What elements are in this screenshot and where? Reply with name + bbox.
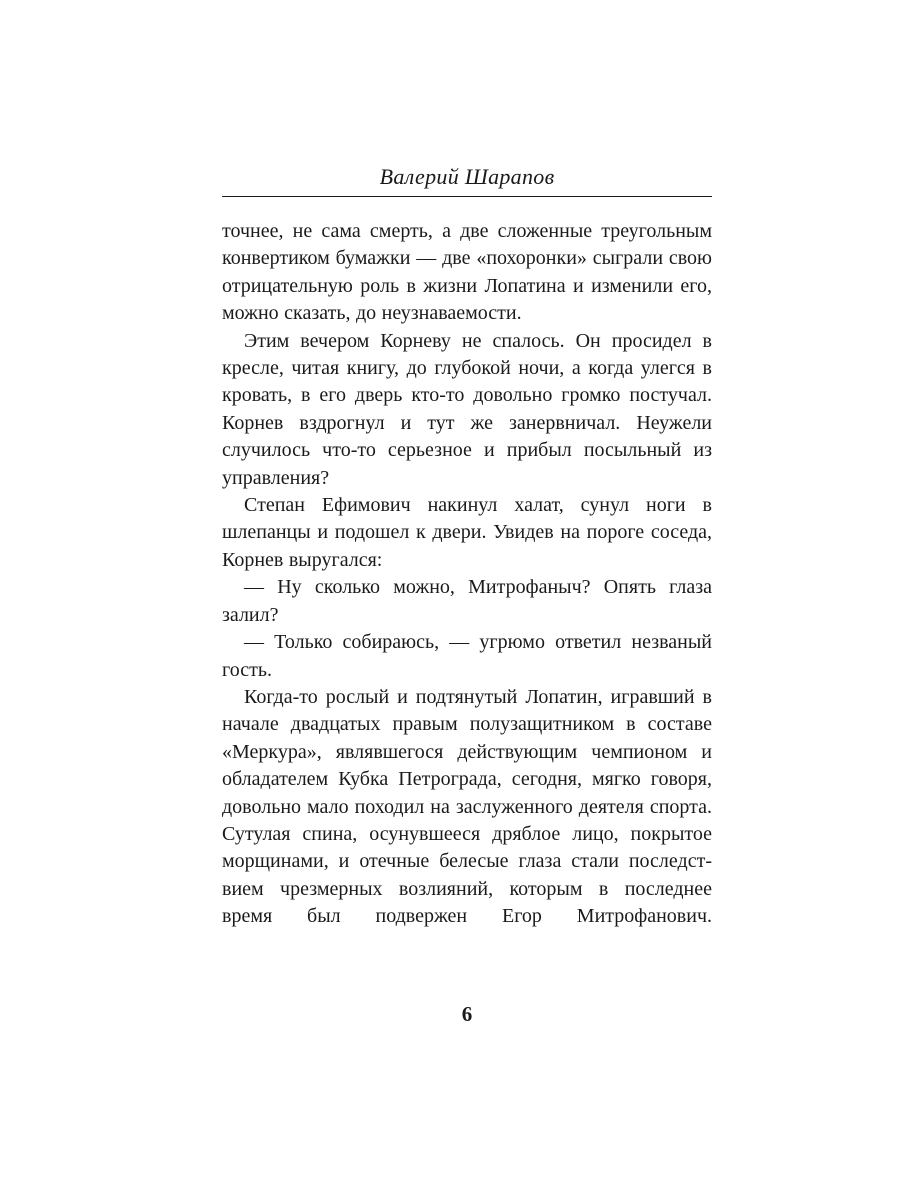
paragraph: точнее, не сама смерть, а две сложенные треугольным конвертиком бумажки — две «похоронки» сыграли свою отрицательную роль в жизни Лопатина и изменили его, можно сказать, до неузнаваемости.	[222, 220, 712, 325]
dialogue-line: — Только собираюсь, — угрюмо ответил незваный гость.	[222, 631, 712, 681]
body-text	[222, 218, 712, 931]
book-page	[222, 0, 712, 1200]
paragraph: Этим вечером Корневу не спалось. Он просидел в кресле, читая книгу, до глубокой ночи, а когда улегся в кровать, в его дверь кто-то довольно громко постучал. Корнев вздрогнул и тут же занервничал. Неужели случилось что-то серьезное и прибыл посыльный из управления?	[222, 329, 712, 489]
running-head-author: Валерий Шарапов	[379, 164, 555, 189]
page-number: 6	[461, 1002, 473, 1026]
paragraph: Когда-то рослый и подтянутый Лопатин, игравший в начале двадцатых правым полузащитником в составе «Меркура», являвшегося действующим чемпионом и обладателем Кубка Петрограда, сегодня, мягко говоря, довольно мало походил на заслуженного деятеля спорта. Сутулая спина, осунувшееся дряблое лицо, покрытое морщинами, и отечные белесые глаза стали последствием чрезмерных возлияний, которым в последнее время был подвержен Егор Митрофанович.	[222, 685, 712, 928]
header-rule	[222, 196, 712, 197]
dialogue-line: — Ну сколько можно, Митрофаныч? Опять глаза залил?	[222, 576, 712, 626]
paragraph: Степан Ефимович накинул халат, сунул ноги в шлепанцы и подошел к двери. Увидев на пороге соседа, Корнев выругался:	[222, 494, 712, 571]
